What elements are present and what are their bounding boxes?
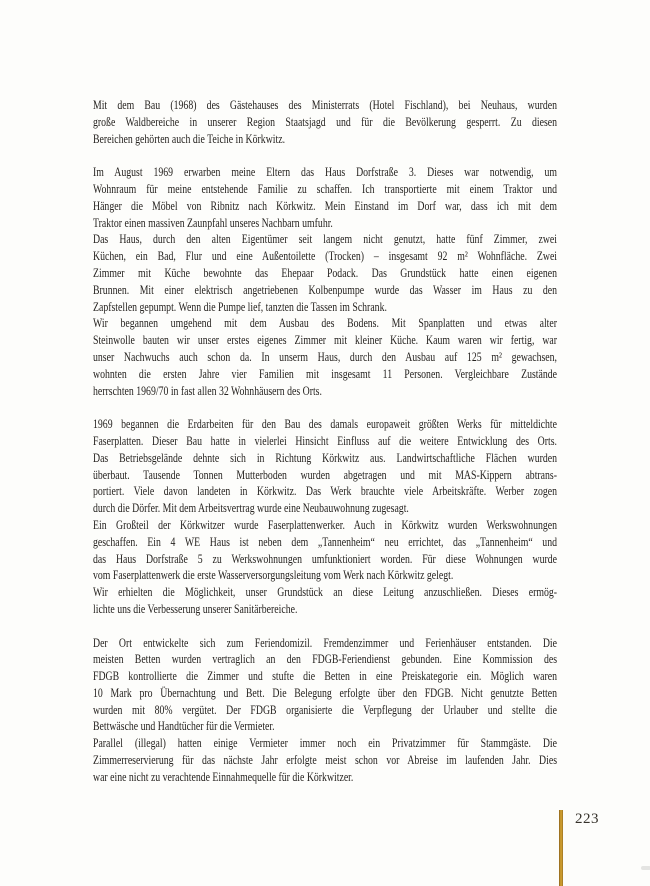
text-line: FDGB kontrollierte die Zimmer und stufte die Betten in eine Preiskategorie ein. Möglich waren <box>93 669 558 684</box>
text-line: Im August 1969 erwarben meine Eltern das Haus Dorfstraße 3. Dieses war notwendig, um <box>93 165 558 180</box>
text-line: Das Haus, durch den alten Eigentümer seit langem nicht genutzt, hatte fünf Zimmer, zwei <box>93 232 558 247</box>
text-block-group <box>93 635 557 786</box>
text-line: Brunnen. Mit einer elektrisch angetriebenen Kolbenpumpe wurde das Wasser im Haus zu den <box>93 282 558 297</box>
text-line: Der Ort entwickelte sich zum Feriendomizil. Fremdenzimmer und Ferienhäuser entstanden. Die <box>93 635 558 650</box>
paragraph <box>93 735 557 785</box>
text-line: herrschten 1969/70 in fast allen 32 Wohnhäusern des Orts. <box>93 383 322 398</box>
text-line: Faserplatten. Dieser Bau hatte in vielerlei Hinsicht Einfluss auf die weitere Entwicklung des Orts. <box>93 433 558 448</box>
text-line: Zimmer mit Küche bewohnte das Ehepaar Podack. Das Grundstück hatte einen eigenen <box>93 265 558 280</box>
text-line: lichte uns die Verbesserung unserer Sanitärbereiche. <box>93 601 298 616</box>
paragraph <box>93 97 557 147</box>
text-line: Ein Großteil der Körkwitzer wurde Faserplattenwerker. Auch in Körkwitz wurden Werkswohnungen <box>93 517 558 532</box>
text-block-group <box>93 164 557 399</box>
text-line: durch die Dörfer. Mit dem Arbeitsvertrag wurde eine Neubauwohnung zugesagt. <box>93 501 409 516</box>
text-line: Das Betriebsgelände dehnte sich in Richtung Körkwitz aus. Landwirtschaftliche Flächen wurden <box>93 450 558 465</box>
text-line: Zimmerreservierung für das nächste Jahr erfolgte meist schon vor Abreise im laufenden Jahr. Dies <box>93 753 558 768</box>
paragraph <box>93 635 557 736</box>
text-line: meisten Betten wurden vertraglich an den FDGB-Feriendienst gebunden. Eine Kommission des <box>93 652 558 667</box>
text-line: Parallel (illegal) hatten einige Vermieter immer noch ein Privatzimmer für Stammgäste. Die <box>93 736 558 751</box>
paragraph <box>93 164 557 231</box>
text-line: Küchen, ein Bad, Flur und eine Außentoilette (Trocken) – insgesamt 92 m² Wohnfläche. Zwei <box>93 249 558 264</box>
paragraph <box>93 315 557 399</box>
page-number: 223 <box>575 811 599 827</box>
paragraph <box>93 517 557 584</box>
text-line: 1969 begannen die Erdarbeiten für den Bau des damals europaweit größten Werks für mitteldichte <box>93 417 558 432</box>
text-line: Wohnraum für meine entstehende Familie zu schaffen. Ich transportierte mit einem Traktor und <box>93 181 558 196</box>
scan-artifact <box>641 866 650 870</box>
text-line: Steinwolle bauten wir unser erstes eigenes Zimmer mit kleiner Küche. Kaum waren wir fertig, war <box>93 333 558 348</box>
text-line: 10 Mark pro Übernachtung und Bett. Die Belegung erfolgte über den FDGB. Nicht genutzte Betten <box>93 685 558 700</box>
text-line: portiert. Viele davon landeten in Körkwitz. Das Werk brauchte viele Arbeitskräfte. Werber zogen <box>93 484 558 499</box>
footer-rule <box>559 810 563 886</box>
text-line: das Haus Dorfstraße 5 zu Werkswohnungen umfunktioniert worden. Für diese Wohnungen wurde <box>93 551 558 566</box>
text-line: Wir erhielten die Möglichkeit, unser Grundstück an diese Leitung anzuschließen. Dieses ermög- <box>93 585 558 600</box>
text-line: unser Nachwuchs auch schon da. In unserm Haus, durch den Ausbau auf 125 m² gewachsen, <box>93 349 558 364</box>
text-line: Wir begannen umgehend mit dem Ausbau des Bodens. Mit Spanplatten und etwas alter <box>93 316 558 331</box>
text-line: vom Faserplattenwerk die erste Wasserversorgungsleitung vom Werk nach Körkwitz gelegt. <box>93 568 454 583</box>
paragraph <box>93 416 557 517</box>
text-line: Zapfstellen gepumpt. Wenn die Pumpe lief, tanzten die Tassen im Schrank. <box>93 299 387 314</box>
text-block-group <box>93 416 557 618</box>
text-block-group <box>93 97 557 147</box>
paragraph <box>93 584 557 618</box>
text-line: Mit dem Bau (1968) des Gästehauses des Ministerrats (Hotel Fischland), bei Neuhaus, wurden <box>93 98 558 112</box>
text-line: Hänger die Möbel von Ribnitz nach Körkwitz. Mein Einstand im Dorf war, dass ich mit dem <box>93 198 558 213</box>
text-line: große Waldbereiche in unserer Region Staatsjagd und für die Bevölkerung gesperrt. Zu diesen <box>93 114 558 129</box>
text-line: wurden mit 80% vergütet. Der FDGB organisierte die Verpflegung der Urlauber und stellte die <box>93 702 558 717</box>
text-line: überbaut. Tausende Tonnen Mutterboden wurden abgetragen und mit MAS-Kippern abtrans- <box>93 467 558 482</box>
text-line: Bereichen gehörten auch die Teiche in Körkwitz. <box>93 131 286 146</box>
text-line: geschaffen. Ein 4 WE Haus ist neben dem „Tannenheim“ neu errichtet, das „Tannenheim“ und <box>93 534 558 549</box>
text-line: Traktor einen massiven Zaunpfahl unseres Nachbarn umfuhr. <box>93 215 333 230</box>
text-line: Bettwäsche und Handtücher für die Vermieter. <box>93 719 275 734</box>
paragraph <box>93 231 557 315</box>
text-line: wohnten die ersten Jahre vier Familien mit insgesamt 11 Personen. Vergleichbare Zustände <box>93 366 558 381</box>
body-text <box>93 97 557 786</box>
text-line: war eine nicht zu verachtende Einnahmequelle für die Körkwitzer. <box>93 769 354 784</box>
